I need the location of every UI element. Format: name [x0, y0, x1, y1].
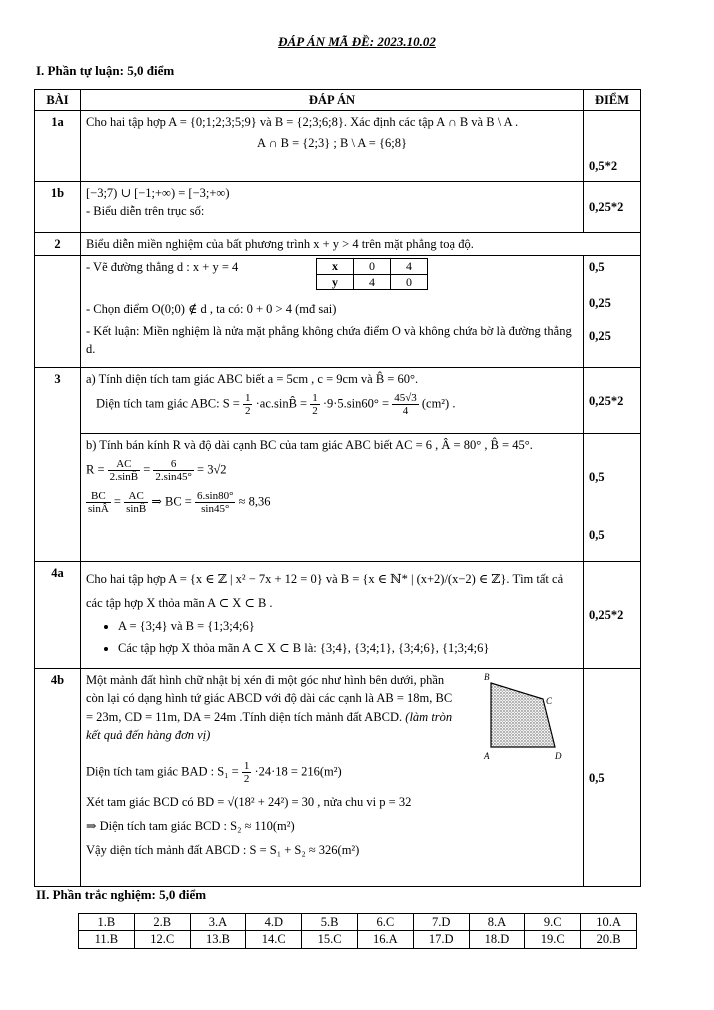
question-prompt: Cho hai tập hợp A = {0;1;2;3;5;9} và B = {2;3;6;8}. Xác định các tập A ∩ B và B \ A .: [86, 115, 519, 130]
answer-key: 16.A: [357, 931, 413, 948]
table-row-2-body: [35, 256, 641, 368]
question-prompt: b) Tính bán kính R và độ dài cạnh BC của tam giác ABC biết AC = 6 , Â = 80° , B̂ = 45°.: [86, 438, 533, 453]
answer-line: - Kết luận: Miền nghiệm là nửa mặt phẳng không chứa điểm O và không chứa bờ là đường thẳng d.: [86, 324, 572, 357]
answer-cell: [81, 434, 584, 562]
question-prompt: các tập hợp X thỏa mãn A ⊂ X ⊂ B .: [86, 596, 273, 611]
answer-cell: [81, 368, 584, 434]
answer-key: 5.B: [302, 914, 358, 931]
answer-key: 10.A: [581, 914, 637, 931]
answer-row: [79, 931, 637, 948]
answer-key: 18.D: [469, 931, 525, 948]
question-label: 1a: [35, 111, 81, 182]
value-table-x-label: x: [317, 259, 354, 274]
table-header-row: [35, 90, 641, 111]
text: R =: [86, 462, 105, 477]
fraction: $\frac{6}{2.\sin 45^\circ}$: [155, 458, 192, 484]
col-header-diem: ĐIỂM: [584, 90, 641, 111]
text: =: [143, 462, 151, 477]
answer-line: [86, 458, 578, 483]
question-label: 2: [35, 233, 81, 256]
fraction: $\frac{BC}{\sin Â}$: [88, 489, 109, 515]
question-label: 4b: [35, 669, 81, 887]
text: ·24·18 = 216(m²): [254, 764, 342, 779]
bullet-list: [86, 617, 578, 657]
answer-line: ⇒ Diện tích tam giác BCD : S₂ ≈ 110(m²): [86, 819, 295, 834]
multiple-choice-answer-grid: [78, 913, 637, 949]
answer-cell: [81, 562, 584, 669]
answer-key: 12.C: [134, 931, 190, 948]
answer-key: 4.D: [246, 914, 302, 931]
section-heading-essay: I. Phần tự luận: 5,0 điểm: [36, 63, 175, 78]
fraction: $\frac{6.\sin 80^\circ}{\sin 45^\circ}$: [196, 489, 234, 515]
answer-table: [34, 89, 641, 887]
value-table-cell: 4: [354, 274, 391, 289]
answer-key: 19.C: [525, 931, 581, 948]
answer-line: - Biểu diễn trên trục số:: [86, 204, 205, 219]
question-prompt: Cho hai tập hợp A = {x ∈ ℤ | x² − 7x + 12 = 0} và B = {x ∈ ℕ* | (x+2)/(x−2) ∈ ℤ}. Tìm tất cả: [86, 572, 564, 587]
answer-key: 8.A: [469, 914, 525, 931]
answer-cell: [81, 111, 584, 182]
answer-line: - Vẽ đường thẳng d : x + y = 4: [86, 260, 239, 275]
table-row-4b: [35, 669, 641, 887]
answer-key: 1.B: [79, 914, 135, 931]
points-cell: 0,25*2: [584, 562, 641, 669]
answer-key: 2.B: [134, 914, 190, 931]
points-value: 0,5: [589, 528, 605, 543]
value-table: [316, 258, 428, 290]
list-item: • A = {3;4} và B = {1;3;4;6}: [118, 617, 578, 635]
text: ⇒ BC =: [151, 494, 192, 509]
page-title: ĐÁP ÁN MÃ ĐỀ: 2023.10.02: [278, 34, 436, 49]
value-table-cell: 0: [354, 259, 391, 274]
land-shape: [491, 683, 555, 747]
text: S =: [222, 396, 240, 411]
question-prompt: a) Tính diện tích tam giác ABC biết a = 5cm , c = 9cm và B̂ = 60°.: [86, 372, 419, 387]
question-prompt: [86, 671, 458, 744]
answer-cell: [81, 256, 584, 368]
table-row-1a: [35, 111, 641, 182]
vertex-label-a: A: [484, 751, 490, 762]
points-value: 0,5: [589, 470, 605, 485]
text: Một mảnh đất hình chữ nhật bị xén đi một góc như hình bên dưới, phần còn lại có dạng hình tứ giác ABCD với độ dài các cạnh là AB = 18m, BC = 23m, CD = 11m, DA = 24m .Tính diện tích mảnh đất ABCD.: [86, 673, 453, 724]
table-row-3b: [35, 434, 641, 562]
text: =: [113, 494, 121, 509]
answer-line: [−3;7) ∪ [−1;+∞) = [−3;+∞): [86, 186, 230, 201]
answer-line: - Chọn điểm O(0;0) ∉ d , ta có: 0 + 0 > 4 (mđ sai): [86, 302, 337, 317]
text: ·ac.sinB̂ =: [255, 396, 308, 411]
answer-key: 13.B: [190, 931, 246, 948]
answer-line: A ∩ B = {2;3} ; B \ A = {6;8}: [257, 136, 407, 151]
list-item: • Các tập hợp X thỏa mãn A ⊂ X ⊂ B là: {3;4}, {3;4;1}, {3;4;6}, {1;3;4;6}: [118, 639, 578, 657]
question-label: 1b: [35, 182, 81, 233]
vertex-label-c: C: [546, 696, 553, 707]
question-label: 4a: [35, 562, 81, 669]
points-cell: [584, 434, 641, 562]
table-row-3a: [35, 368, 641, 434]
value-table-cell: 0: [391, 274, 428, 289]
fraction: $\frac{AC}{\sin B̂}$: [126, 489, 147, 515]
text: = 3√2: [197, 462, 227, 477]
text: ·9·5.sin60° =: [322, 396, 390, 411]
answer-line: [86, 490, 578, 515]
answer-cell: [81, 182, 584, 233]
points-value: 0,25: [589, 296, 611, 311]
empty-cell: [35, 256, 81, 368]
col-header-dap-an: ĐÁP ÁN: [81, 90, 584, 111]
answer-key: 15.C: [302, 931, 358, 948]
answer-key: 14.C: [246, 931, 302, 948]
value-table-y-label: y: [317, 274, 354, 289]
answer-key: 17.D: [413, 931, 469, 948]
answer-key: 11.B: [79, 931, 135, 948]
answer-key: 7.D: [413, 914, 469, 931]
answer-key: 20.B: [581, 931, 637, 948]
answer-key: 6.C: [357, 914, 413, 931]
text: ≈ 8,36: [238, 494, 271, 509]
section-heading-multiple-choice: II. Phần trắc nghiệm: 5,0 điểm: [36, 887, 207, 902]
table-row-4a: [35, 562, 641, 669]
value-table-cell: 4: [391, 259, 428, 274]
answer-cell: [81, 669, 584, 887]
fraction: $\frac{1}{2}$: [244, 392, 251, 418]
fraction: $\frac{1}{2}$: [243, 759, 250, 785]
fraction: $\frac{AC}{2.\sin B̂}$: [109, 458, 139, 484]
table-row-1b: [35, 182, 641, 233]
vertex-label-d: D: [555, 751, 562, 762]
answer-key: 3.A: [190, 914, 246, 931]
answer-line: Xét tam giác BCD có BD = √(18² + 24²) = 30 , nửa chu vi p = 32: [86, 794, 412, 809]
text: (làm tròn kết quả đến hàng đơn vị): [86, 709, 453, 742]
points-cell: 0,25*2: [584, 368, 641, 434]
points-value: 0,5: [589, 260, 605, 275]
vertex-label-b: B: [484, 672, 490, 683]
points-cell: 0,5: [584, 669, 641, 887]
question-label: 3: [35, 368, 81, 562]
points-cell: [584, 256, 641, 368]
fraction: $\frac{45√3}{4}$: [394, 392, 417, 418]
points-value: 0,25: [589, 328, 611, 343]
text: Diện tích tam giác BAD : S₁ =: [86, 764, 239, 779]
answer-line: [86, 760, 578, 785]
table-row-2-prompt: [35, 233, 641, 256]
answer-line: Vậy diện tích mảnh đất ABCD : S = S₁ + S₂ ≈ 326(m²): [86, 843, 360, 858]
question-prompt: Biểu diễn miền nghiệm của bất phương trình x + y > 4 trên mặt phẳng toạ độ.: [81, 233, 641, 256]
answer-row: [79, 914, 637, 931]
fraction: $\frac{1}{2}$: [312, 392, 318, 418]
text: (cm²) .: [421, 396, 456, 411]
answer-key: 9.C: [525, 914, 581, 931]
points-cell: 0,25*2: [584, 182, 641, 233]
col-header-bai: BÀI: [35, 90, 81, 111]
quadrilateral-figure: [473, 671, 583, 763]
points-cell: 0,5*2: [584, 111, 641, 182]
text: Diện tích tam giác ABC:: [96, 396, 220, 411]
answer-line: [86, 392, 578, 417]
